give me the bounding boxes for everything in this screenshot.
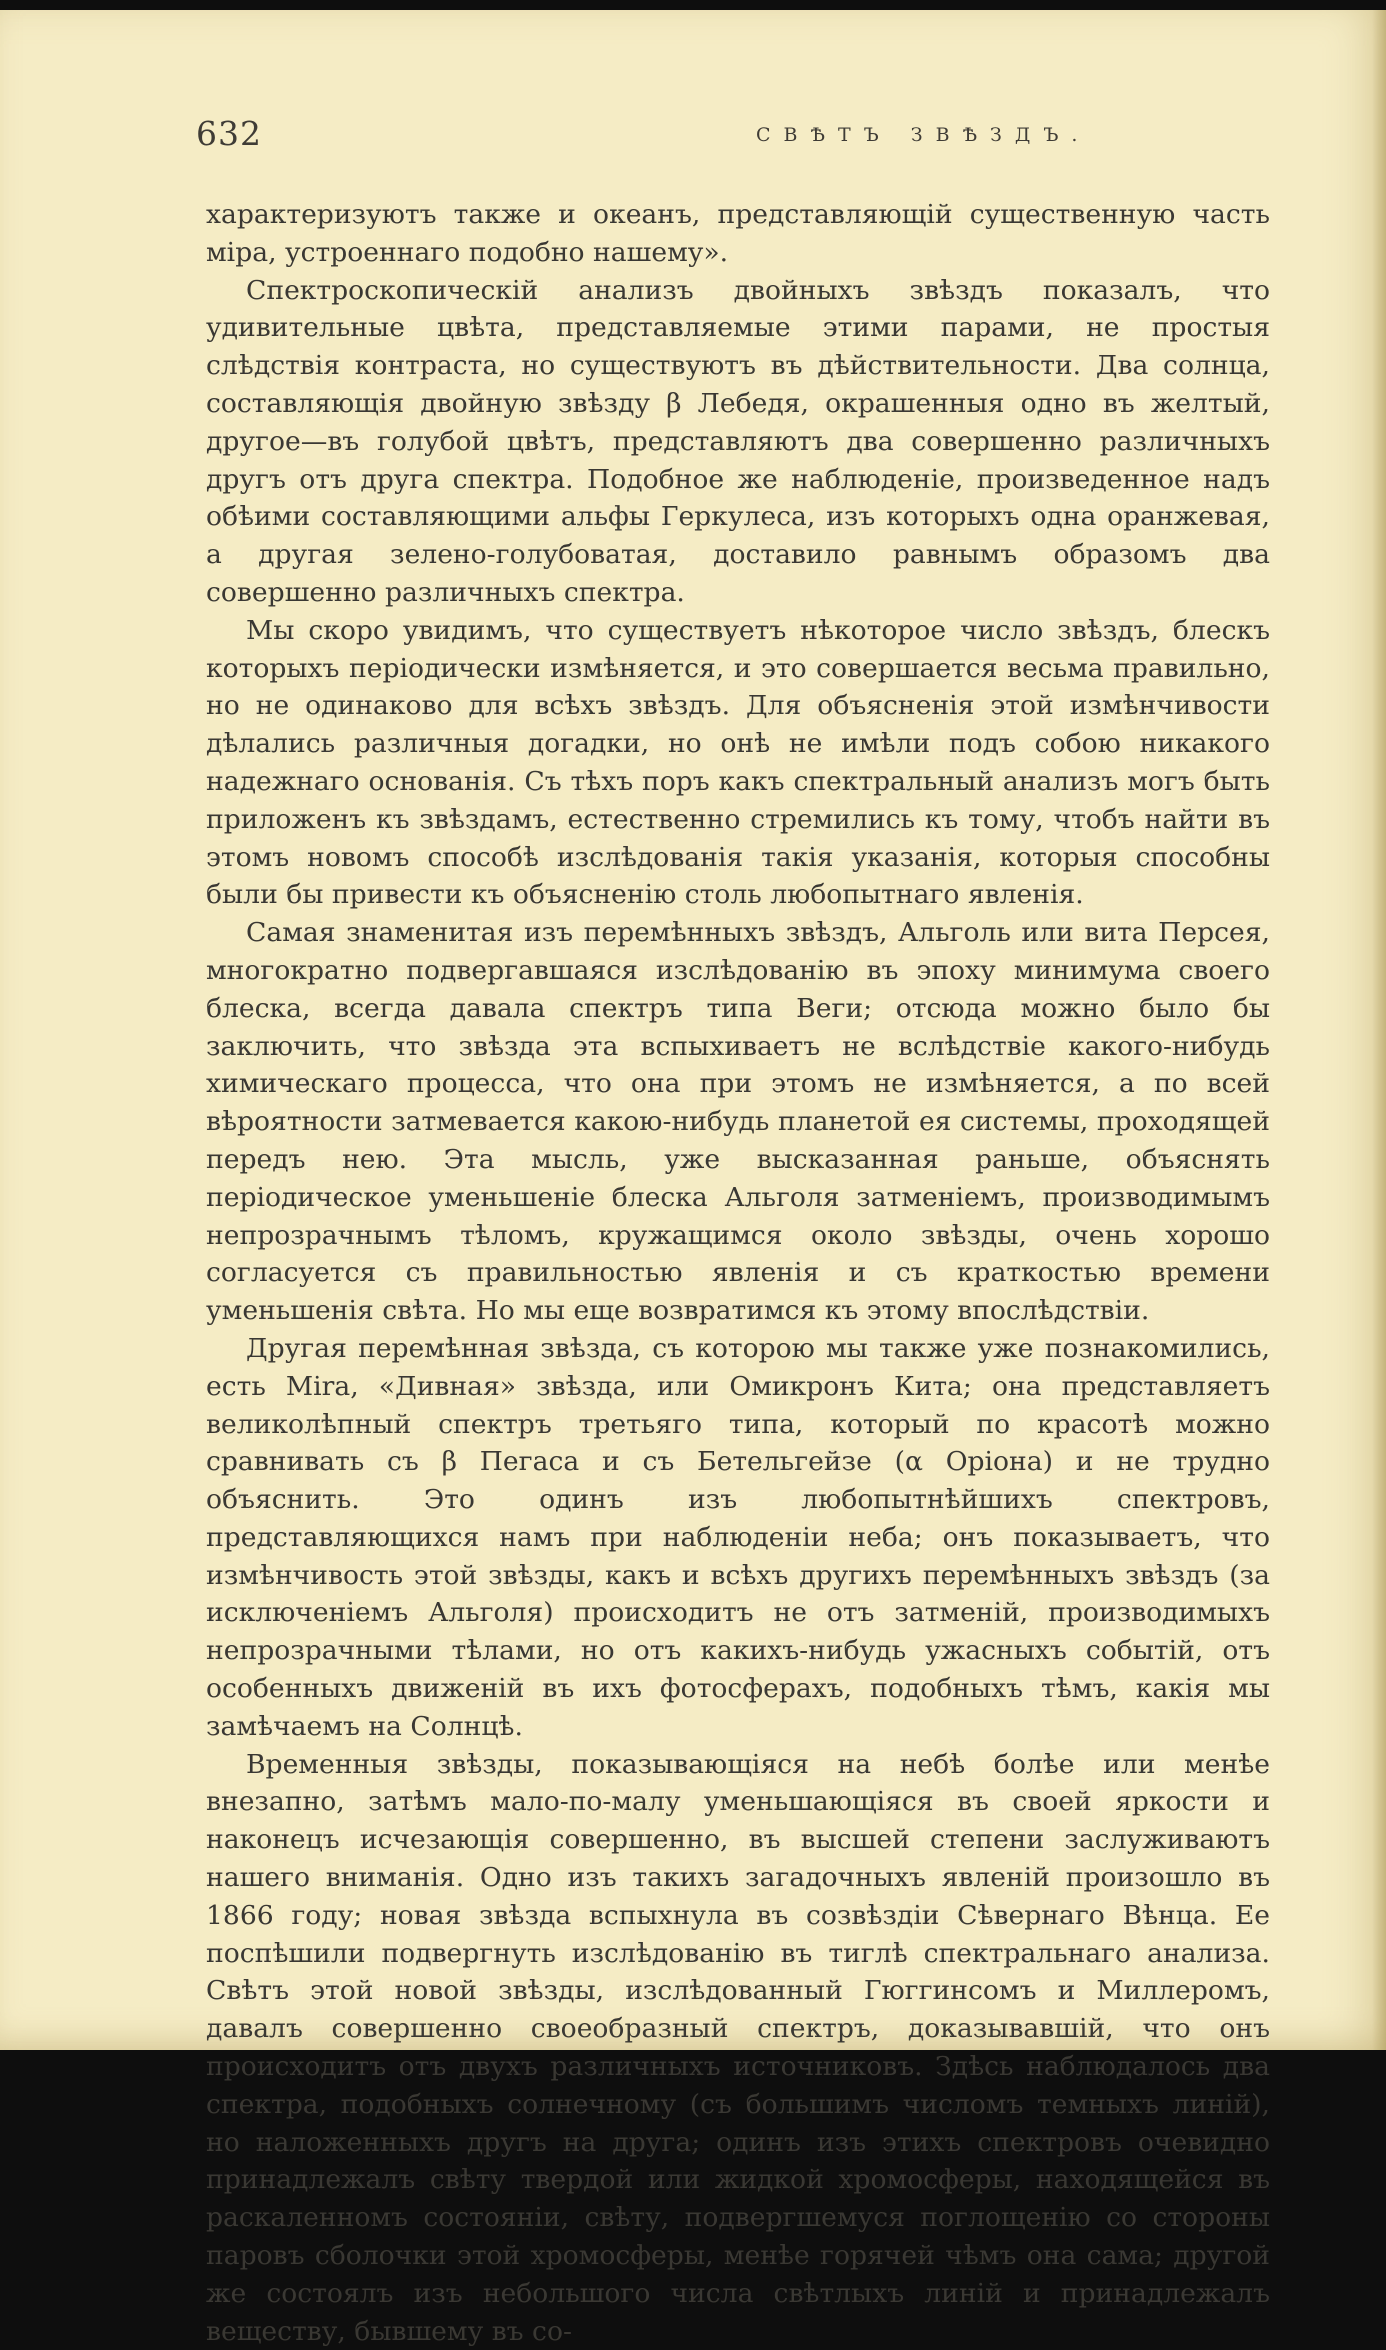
scanned-page: [0, 10, 1386, 2347]
paragraph: Самая знаменитая изъ перемѣнныхъ звѣздъ, Альголь или вита Персея, многократно подвергавшаяся изслѣдованію въ эпоху минимума своего блеска, всегда давала спектръ типа Веги; отсюда можно было бы заключить, что звѣзда эта вспыхиваетъ не вслѣдствіе какого-нибудь химическаго процесса, что она при этомъ не измѣняется, а по всей вѣроятности затмевается какою-нибудь планетой ея системы, проходящей передъ нею. Эта мысль, уже высказанная раньше, объяснять періодическое уменьшеніе блеска Альголя затменіемъ, производимымъ непрозрачнымъ тѣломъ, кружащимся около звѣзды, очень хорошо согласуется съ правильностью явленія и съ краткостью времени уменьшенія свѣта. Но мы еще возвратимся къ этому впослѣдствіи.: [206, 917, 1270, 1327]
running-title: СВѢТЪ ЗВѢЗДЪ.: [756, 124, 1091, 146]
paragraph: Спектроскопическій анализъ двойныхъ звѣздъ показалъ, что удивительные цвѣта, представляемые этими парами, не простыя слѣдствія контраста, но существуютъ въ дѣйствительности. Два солнца, составляющія двойную звѣзду β Лебедя, окрашенныя одно въ желтый, другое—въ голубой цвѣтъ, представляютъ два совершенно различныхъ другъ отъ друга спектра. Подобное же наблюденіе, произведенное надъ обѣими составляющими альфы Геркулеса, изъ которыхъ одна оранжевая, а другая зелено-голубоватая, доставило равнымъ образомъ два совершенно различныхъ спектра.: [206, 274, 1270, 608]
page-number: 632: [196, 114, 262, 153]
paragraph: Другая перемѣнная звѣзда, съ которою мы также уже познакомились, есть Mira, «Дивная» звѣзда, или Омикронъ Кита; она представляетъ великолѣпный спектръ третьяго типа, который по красотѣ можно сравнивать съ β Пегаса и съ Бетельгейзе (α Оріона) и не трудно объяснить. Это одинъ изъ любопытнѣйшихъ спектровъ, представляющихся намъ при наблюденіи неба; онъ показываетъ, что измѣнчивость этой звѣзды, какъ и всѣхъ другихъ перемѣнныхъ звѣздъ (за исключеніемъ Альголя) происходитъ не отъ затменій, производимыхъ непрозрачными тѣлами, но отъ какихъ-нибудь ужасныхъ событій, отъ особенныхъ движеній въ ихъ фотосферахъ, подобныхъ тѣмъ, какія мы замѣчаемъ на Солнцѣ.: [206, 1332, 1270, 1742]
page-header: [196, 114, 1270, 164]
paragraph: Мы скоро увидимъ, что существуетъ нѣкоторое число звѣздъ, блескъ которыхъ періодически измѣняется, и это совершается весьма правильно, но не одинаково для всѣхъ звѣздъ. Для объясненія этой измѣнчивости дѣлались различныя догадки, но онѣ не имѣли подъ собою никакого надежнаго основанія. Съ тѣхъ поръ какъ спектральный анализъ могъ быть приложенъ къ звѣздамъ, естественно стремились къ тому, чтобъ найти въ этомъ новомъ способѣ изслѣдованія такія указанія, которыя способны были бы привести къ объясненію столь любопытнаго явленія.: [206, 614, 1270, 911]
paragraph: характеризуютъ также и океанъ, представляющій существенную часть міра, устроеннаго подобно нашему».: [206, 199, 1270, 268]
paragraph: Временныя звѣзды, показывающіяся на небѣ болѣе или менѣе внезапно, затѣмъ мало-по-малу уменьшающіяся въ своей яркости и наконецъ исчезающія совершенно, въ высшей степени заслуживаютъ нашего вниманія. Одно изъ такихъ загадочныхъ явленій произошло въ 1866 году; новая звѣзда вспыхнула въ созвѣздіи Сѣвернаго Вѣнца. Ее поспѣшили подвергнуть изслѣдованію въ тиглѣ спектральнаго анализа. Свѣтъ этой новой звѣзды, изслѣдованный Гюггинсомъ и Миллеромъ, давалъ совершенно своеобразный спектръ, доказывавшій, что онъ происходитъ отъ двухъ различныхъ источниковъ. Здѣсь наблюдалось два спектра, подобныхъ солнечному (съ большимъ числомъ темныхъ линій), но наложенныхъ другъ на друга; одинъ изъ этихъ спектровъ очевидно принадлежалъ свѣту твердой или жидкой хромосферы, находящейся въ раскаленномъ состояніи, свѣту, подвергшемуся поглощенію со стороны паровъ сболочки этой хромосферы, менѣе горячей чѣмъ она сама; другой же состоялъ изъ небольшого числа свѣтлыхъ линій и принадлежалъ веществу, бывшему въ со-: [206, 1748, 1270, 2347]
body-text: [206, 196, 1270, 2350]
